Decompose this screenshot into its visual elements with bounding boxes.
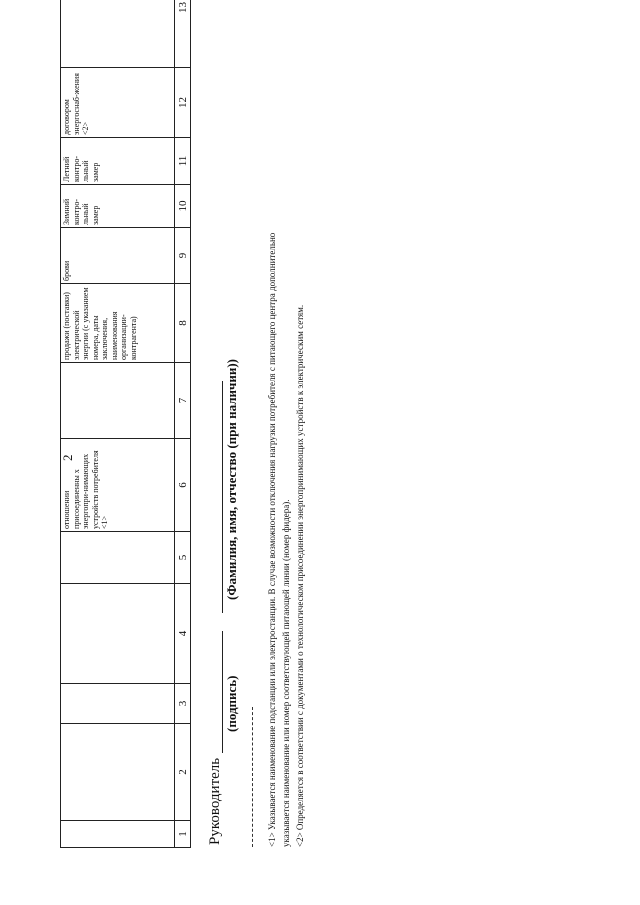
column-number-12: 12 [175,68,191,138]
full-name-line [222,381,223,613]
header-cell-13 [61,0,175,68]
table-header-row [61,0,175,848]
column-number-7: 7 [175,363,191,439]
header-cell-8: продажи (поставки) электрической энергии (с указанием номера, даты заключения, наименования организации-контрагента) [61,284,175,363]
column-number-10: 10 [175,185,191,228]
director-label: Руководитель [207,757,223,845]
page-number: 2 [60,454,75,461]
column-number-13: 13 [175,0,191,68]
column-number-11: 11 [175,138,191,185]
footnote-separator [252,707,253,847]
column-number-1: 1 [175,821,191,848]
signature-caption: (подпись) [224,675,239,732]
footnote-1-line-1: <1> Указывается наименование подстанции или электростанции. В случае возможности отключения нагрузки потребителя с питающего центра дополнительно [267,232,277,847]
column-number-3: 3 [175,684,191,724]
header-cell-4 [61,584,175,684]
header-cell-6: отношении присоединенны х энергопри-нимающих устройств потребителя <1> [61,439,175,532]
header-cell-5 [61,532,175,584]
consumer-load-table [60,0,191,848]
column-number-row [175,0,191,848]
header-cell-7 [61,363,175,439]
full-name-caption: (Фамилия, имя, отчество (при наличии)) [224,359,239,600]
column-number-5: 5 [175,532,191,584]
column-number-8: 8 [175,284,191,363]
header-cell-11: Летний контро-льный замер [61,138,175,185]
header-cell-1 [61,821,175,848]
header-cell-2 [61,724,175,821]
header-cell-10: Зимний контро-льный замер [61,185,175,228]
column-number-2: 2 [175,724,191,821]
footnote-1-line-2: указывается наименование или номер соответствующей питающей линии (номер фидера). [281,499,291,847]
header-cell-12: договором энергоснаб-жения <2> [61,68,175,138]
column-number-9: 9 [175,228,191,284]
footnote-2: <2> Определяется в соответствии с документами о технологическом присоединении энергопринимающих устройств к электрическим сетям. [295,304,305,847]
signature-line [222,631,223,753]
header-cell-9: брови [61,228,175,284]
column-number-4: 4 [175,584,191,684]
header-cell-3 [61,684,175,724]
column-number-6: 6 [175,439,191,532]
